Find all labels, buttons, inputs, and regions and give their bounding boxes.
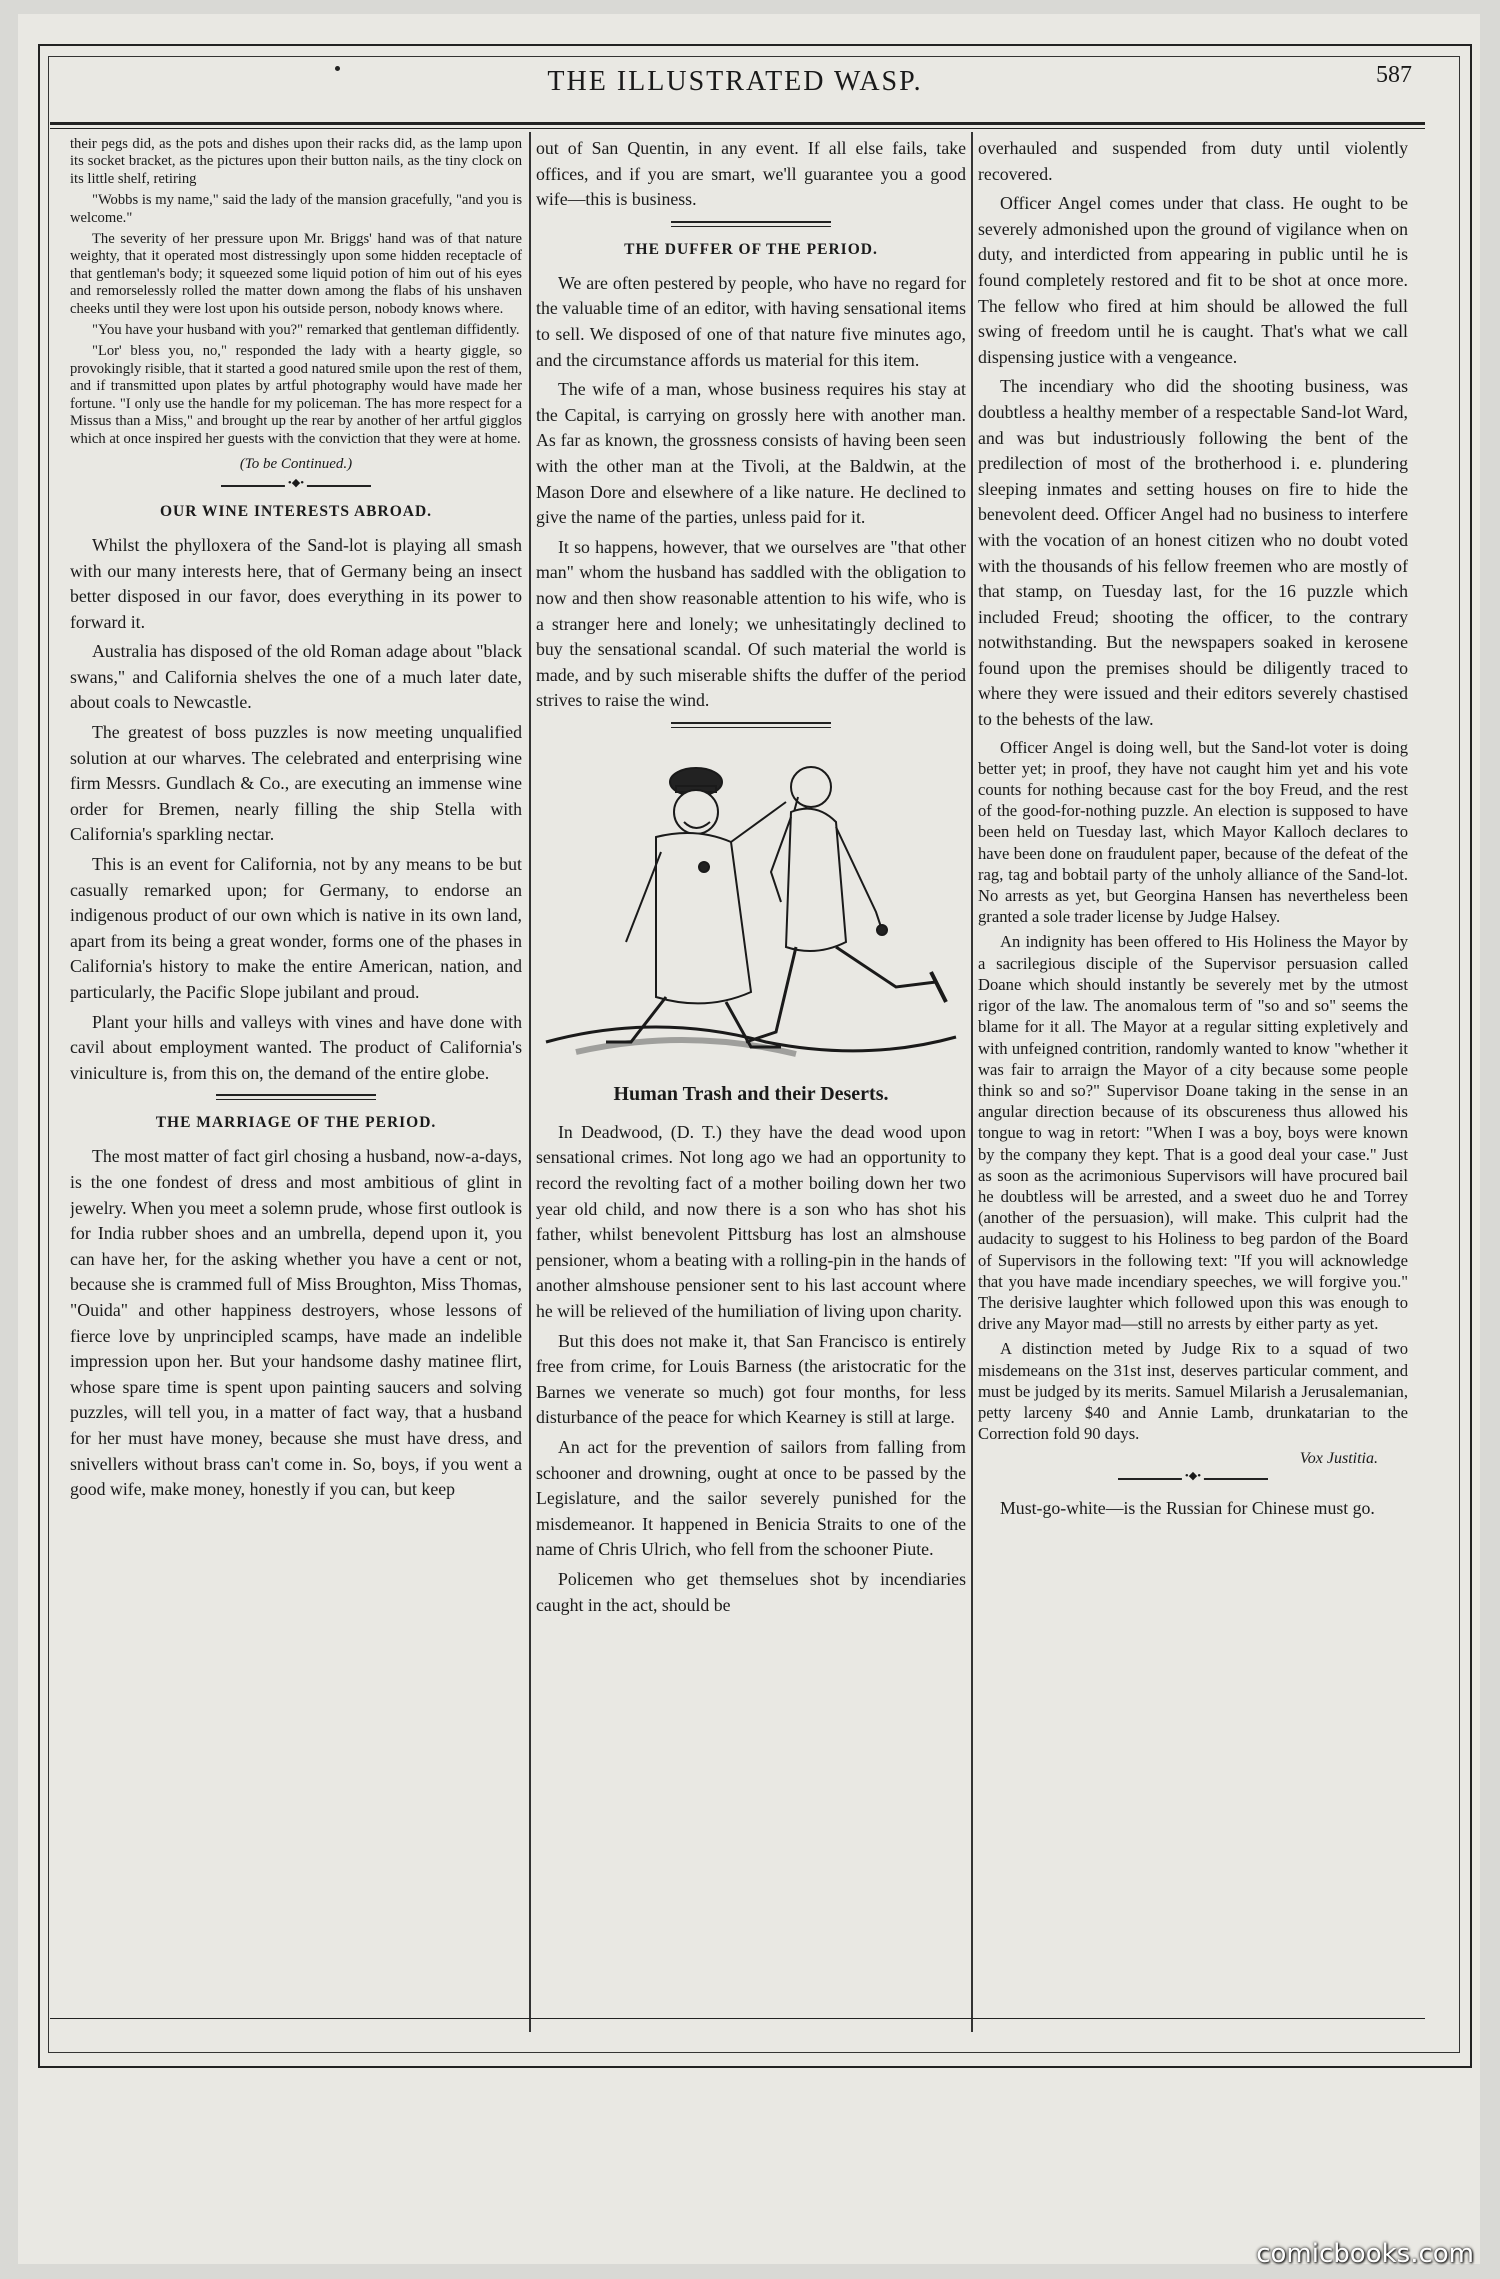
article-body — [536, 136, 966, 213]
paragraph: The incendiary who did the shooting business, was doubtless a healthy member of a respectable Sand-lot Ward, and was but industriously following the bent of the predilection of most of the brotherhood i. e. plundering sleeping inmates and setting houses on fire to hide the benevolent deed. Officer Angel had no business to interfere with the vocation of an honest citizen who no doubt voted with the thousands of his fellow freemen who are mostly of that stamp, on Tuesday last, for the 16 puzzle which included Freud; shooting the officer, to the contrary notwithstanding. But the newspapers soaked in kerosene found upon the premises should be diligently traced to where they were issued and their editors severely chastised to the behests of the law. — [978, 376, 1408, 730]
paragraph: The wife of a man, whose business requires his stay at the Capital, is carrying on grossly here with another man. As far as known, the grossness consists of having been seen with the other man at the Tivoli, at the Baldwin, at the Mason Dore and elsewhere of a like nature. He declined to give the name of the parties, unless paid for it. — [536, 379, 966, 528]
paragraph: "You have your husband with you?" remarked that gentleman diffidently. — [92, 322, 520, 339]
signature: Vox Justitia. — [1299, 1450, 1378, 1468]
column-3 — [978, 136, 1408, 1526]
header-rule — [50, 122, 1425, 125]
paragraph: The severity of her pressure upon Mr. Briggs' hand was of that nature weighty, that it operated most distressingly upon some hidden receptacle of that gentleman's body; it squeezed some liquid potion of him out of his eyes and remorselessly rolled the matter down among the flabs of his unshaven cheeks until they were lost upon his outside person, nobody knows where. — [70, 231, 522, 317]
section-separator — [1118, 1472, 1268, 1486]
section-separator — [216, 1094, 376, 1100]
article-body — [70, 533, 522, 1086]
header-rule-thin — [50, 128, 1425, 129]
watermark: comicbooks.com — [1256, 2239, 1474, 2269]
footer-rule — [50, 2018, 1425, 2019]
article-title: OUR WINE INTERESTS ABROAD. — [159, 502, 433, 520]
column-divider — [971, 132, 973, 2032]
paragraph: Policemen who get themselues shot by incendiaries caught in the act, should be — [536, 1568, 966, 1615]
paragraph: But this does not make it, that San Francisco is entirely free from crime, for Louis Barness (the aristocratic for the Barnes we venerate so much) got four months, for less disturbance of the peace for which Kearney is still at large. — [536, 1330, 966, 1428]
paragraph: Officer Angel comes under that class. He ought to be severely admonished upon the ground of vigilance when on duty, and interdicted from appearing in public until he is found completely restored and fit to be shot at once more. The fellow who fired at him should be allowed the full swing of freedom until he is caught. That's what we call dispensing justice with a vengeance. — [978, 193, 1408, 367]
paragraph: In Deadwood, (D. T.) they have the dead wood upon sensational crimes. Not long ago we had an opportunity to record the revolting fact of a mother boiling down her two year old child, and now there is a son who has shot his father, whilst benevolent Pittsburg has lost an almshouse pensioner, whom a beating with a rolling-pin in the hands of another almshouse pensioner sent to his last account where he will be relieved of the humiliation of living upon charity. — [536, 1121, 966, 1322]
column-1 — [70, 136, 522, 1507]
paragraph: This is an event for California, not by any means to be but casually remarked upon; for Germany, to endorse an indigenous product of our own which is native in its own land, apart from its being a great wonder, forms one of the phases in California's history to make the entire American, nation, and particularly, the Pacific Slope jubilant and proud. — [70, 854, 522, 1002]
section-separator — [221, 479, 371, 493]
article-title: THE DUFFER OF THE PERIOD. — [624, 240, 878, 258]
column-2 — [536, 136, 966, 1622]
column-divider — [529, 132, 531, 2032]
article-body-small — [978, 737, 1408, 1445]
policeman-cartoon — [536, 742, 966, 1072]
section-separator — [671, 722, 831, 728]
paragraph: Whilst the phylloxera of the Sand-lot is playing all smash with our many interests here, that of Germany being an insect better disposed in our favor, does everything in its power to forward it. — [70, 534, 522, 632]
paragraph: overhauled and suspended from duty until violently recovered. — [978, 138, 1408, 184]
paragraph: out of San Quentin, in any event. If all else fails, take offices, and if you are smart, we'll guarantee you a good wife—this is business. — [536, 138, 966, 210]
paragraph: An act for the prevention of sailors from falling from schooner and drowning, ought at once to be passed by the Legislature, and the sailor severely punished for the misdemeanor. It happened in Benicia Straits to one of the name of Chris Ulrich, who fell from the schooner Piute. — [536, 1437, 966, 1560]
article-body — [536, 271, 966, 714]
article-body — [70, 1144, 522, 1502]
to-be-continued: (To be Continued.) — [239, 455, 353, 472]
cartoon-illustration — [536, 742, 966, 1077]
paragraph: their pegs did, as the pots and dishes upon their racks did, as the lamp upon its socket bracket, as the pictures upon their button nails, as the tiny clock on its little shelf, retiring — [70, 136, 522, 187]
paragraph: The greatest of boss puzzles is now meeting unqualified solution at our wharves. The celebrated and enterprising wine firm Messrs. Gundlach & Co., are executing an immense wine order for Bremen, nearly filling the ship Stella with California's sparkling nectar. — [70, 722, 522, 845]
paragraph: A distinction meted by Judge Rix to a squad of two misdemeans on the 31st inst, deserves particular comment, and must be judged by its merits. Samuel Milarish a Jerusalemanian, petty larceny $40 and Annie Lamb, drunkatarian to the Correction fold 90 days. — [978, 1339, 1408, 1444]
article-title: THE MARRIAGE OF THE PERIOD. — [155, 1114, 437, 1132]
paragraph: We are often pestered by people, who have no regard for the valuable time of an editor, with having sensational items to sell. We disposed of one of that nature five minutes ago, and the circumstance affords us material for this item. — [536, 272, 966, 370]
article-body — [536, 1120, 966, 1618]
paragraph: Australia has disposed of the old Roman adage about "black swans," and California shelves the one of a much later date, about coals to Newcastle. — [70, 641, 522, 713]
paragraph: Officer Angel is doing well, but the Sand-lot voter is doing better yet; in proof, they have not caught him yet and his vote counts for nothing because cast for the boy Freud, and the rest of the good-for-nothing puzzle. An election is supposed to have been held on Tuesday last, which Mayor Kalloch declares to have been done on fraudulent paper, because of the defeat of the rag, tag and bobtail party of the unholy alliance of the Sand-lot. No arrests as yet, but Georgina Hansen has nevertheless been granted a sole trader license by Judge Halsey. — [978, 737, 1408, 927]
article-body — [978, 1496, 1408, 1522]
paragraph: Plant your hills and valleys with vines and have done with cavil about employment wanted. The product of California's viniculture is, from this on, the demand of the entire globe. — [70, 1011, 522, 1083]
illustration-caption: Human Trash and their Deserts. — [613, 1082, 889, 1105]
paragraph: An indignity has been offered to His Holiness the Mayor by a sacrilegious disciple of the Supervisor persuasion called Doane which should instantly be severely met by the utmost rigor of the law. The anomalous term of "so and so" seems the blame for it all. The Mayor at a regular sitting expletively and with unfeigned contrition, randomly wanted to know "whether it was fair to arraign the Mayor of a city because some people think so and so?" Supervisor Doane taking in the sense in an angular direction because of its obscureness thus allowed his tongue to wag in retort: "When I was a boy, boys were known by the company they kept. That is a good deal your case." Just as soon as the acrimonious Supervisors will have procured bail he doubtless will be arrested, and a sweet duo he and Torrey (another of the persuasion), will make. This culprit had the audacity to suggest to his Holiness to beg pardon of the Board of Supervisors in the following text: "If you will acknowledge that you have made incendiary speeches, we will forgive you." The derisive laughter which followed upon this was enough to drive any Mayor mad—still no arrests by either party as yet. — [978, 932, 1408, 1334]
page-header — [50, 58, 1420, 106]
article-body — [978, 136, 1408, 733]
paragraph: The most matter of fact girl chosing a husband, now-a-days, is the one fondest of dress and most ambitious of glint in jewelry. When you meet a solemn prude, whose first outlook is for India rubber shoes and an umbrella, depend upon it, you can have her, for the asking whether you have a cent or not, because she is crammed full of Miss Broughton, Miss Thomas, "Ouida" and other happiness destroyers, whose lessons of fierce love by unprincipled scamps, have made an indelible impression upon her. But your handsome dashy matinee flirt, whose spare time is spent upon painting saucers and solving puzzles, will tell you, in a matter of fact way, that a husband for her must have money, because she must have dress, and snivellers without brass can't come in. So, boys, if you went a good wife, make money, honestly if you can, but keep — [70, 1146, 522, 1500]
story-continuation — [70, 136, 522, 448]
section-separator — [671, 221, 831, 227]
paragraph: Must-go-white—is the Russian for Chinese must go. — [1000, 1498, 1375, 1519]
page-number: 587 — [1376, 62, 1412, 88]
paragraph: "Lor' bless you, no," responded the lady with a hearty giggle, so provokingly risible, that it started a good natured smile upon the rest of them, and if transmitted upon plates by artful photography would have made her fortune. "I only use the handle for my policeman. The has more respect for a Missus than a Miss," and brought up the rear by another of her artful gigglos which at once inspired her guests with the conviction that they were at home. — [70, 343, 522, 447]
paragraph: "Wobbs is my name," said the lady of the mansion gracefully, "and you is welcome." — [70, 192, 522, 226]
masthead: THE ILLUSTRATED WASP. — [547, 66, 923, 97]
paragraph: It so happens, however, that we ourselves are "that other man" whom the husband has saddled with the obligation to now and then show reasonable attention to his wife, who is a stranger here and lonely; we unhesitatingly declined to buy the sensational scandal. Of such material the world is made, and by such miserable shifts the duffer of the period strives to raise the wind. — [536, 536, 966, 711]
